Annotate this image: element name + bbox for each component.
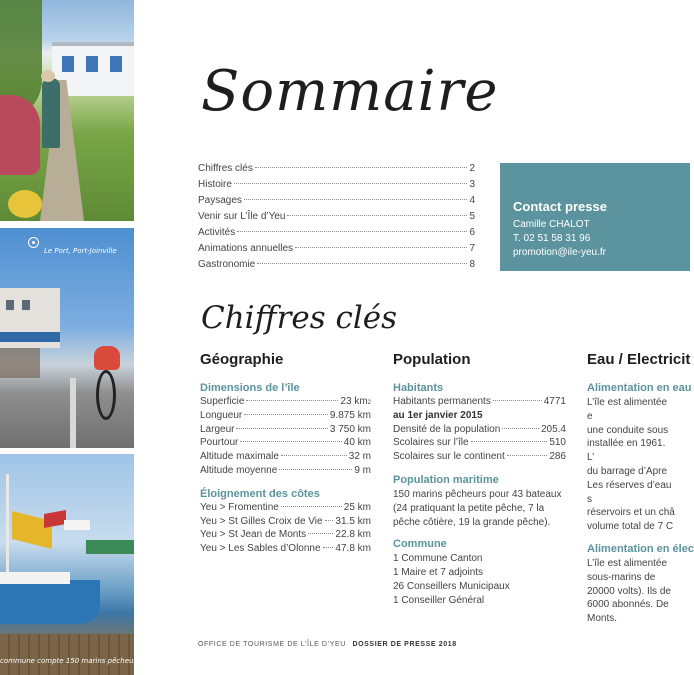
contact-title: Contact presse bbox=[513, 199, 607, 214]
text-line: volume total de 7 C bbox=[587, 521, 674, 533]
data-row: Habitants permanents 4771 bbox=[393, 396, 566, 407]
text-line: 6000 abonnés. De bbox=[587, 599, 669, 611]
toc-item[interactable]: Venir sur L’Île d’Yeu 5 bbox=[198, 211, 475, 222]
alimentation-eau-heading: Alimentation en eau bbox=[587, 382, 692, 394]
contact-box bbox=[500, 163, 690, 271]
data-row: Yeu > St Jean de Monts 22.8 km bbox=[200, 529, 371, 541]
toc-item[interactable]: Paysages 4 bbox=[198, 195, 475, 206]
eau-electricite-column bbox=[587, 350, 694, 626]
photo-strip bbox=[0, 0, 140, 675]
data-row: Altitude moyenne 9 m bbox=[200, 464, 371, 476]
text-line: 150 marins pêcheurs pour 43 bateaux bbox=[393, 488, 562, 500]
contact-phone[interactable]: T. 02 51 58 31 96 bbox=[513, 233, 591, 244]
photo-caption: Le Port, Port-Joinville bbox=[44, 247, 117, 255]
data-row: Yeu > Les Sables d’Olonne 47.8 km bbox=[200, 543, 371, 555]
toc-item[interactable]: Gastronomie 8 bbox=[198, 259, 475, 270]
photo-harbour-boats bbox=[0, 454, 140, 675]
text-line: 1 Conseiller Général bbox=[393, 594, 485, 606]
data-row: Largeur 3 750 km bbox=[200, 423, 371, 435]
photo-port-street bbox=[0, 228, 134, 448]
population-column bbox=[393, 350, 566, 608]
photo-house-path bbox=[0, 0, 134, 221]
text-line: sous-marins de bbox=[587, 571, 656, 583]
section-title: Chiffres clés bbox=[201, 300, 398, 336]
data-row: Densité de la population 205.4 bbox=[393, 423, 566, 435]
data-row: Pourtour 40 km bbox=[200, 437, 371, 449]
toc-item[interactable]: Histoire 3 bbox=[198, 179, 475, 190]
toc-item[interactable]: Activités 6 bbox=[198, 227, 475, 238]
text-line: 1 Maire et 7 adjoints bbox=[393, 567, 484, 579]
text-line: du barrage d’Apre bbox=[587, 465, 668, 477]
contact-name: Camille CHALOT bbox=[513, 219, 590, 230]
text-line: 26 Conseillers Municipaux bbox=[393, 580, 510, 592]
data-row: Scolaires sur le continent 286 bbox=[393, 451, 566, 463]
text-line: L’île est alimentée e bbox=[587, 397, 668, 422]
location-target-icon bbox=[28, 237, 39, 248]
footer-document: DOSSIER DE PRESSE 2018 bbox=[352, 641, 457, 648]
habitants-heading: Habitants bbox=[393, 382, 444, 394]
main-content bbox=[135, 0, 694, 675]
data-row: Superficie 23 km 2 bbox=[200, 396, 371, 407]
data-row: Yeu > St Gilles Croix de Vie 31.5 km bbox=[200, 515, 371, 527]
text-line: L’île est alimentée bbox=[587, 557, 668, 569]
page-footer bbox=[198, 641, 457, 648]
text-line: Les réserves d’eau s bbox=[587, 479, 672, 505]
photo-caption: commune compte 150 marins pêcheurs bbox=[0, 657, 140, 665]
contact-email[interactable]: promotion@ile-yeu.fr bbox=[513, 247, 606, 258]
date-line: au 1er janvier 2015 bbox=[393, 409, 483, 421]
geographie-heading: Géographie bbox=[200, 351, 284, 368]
geographie-column bbox=[200, 350, 371, 557]
data-row: Altitude maximale 32 m bbox=[200, 451, 371, 463]
footer-office: OFFICE DE TOURISME DE L’ÎLE D’YEU bbox=[198, 641, 346, 648]
text-line: installée en 1961. L’ bbox=[587, 438, 666, 464]
alimentation-elec-heading: Alimentation en élec bbox=[587, 542, 694, 555]
population-heading: Population bbox=[393, 351, 471, 368]
commune-heading: Commune bbox=[393, 538, 447, 551]
text-line: pêche côtière, 19 la grande pêche). bbox=[393, 516, 551, 528]
eloignement-heading: Éloignement des côtes bbox=[200, 487, 320, 500]
text-line: Monts. bbox=[587, 613, 618, 625]
dimensions-heading: Dimensions de l’île bbox=[200, 382, 300, 394]
text-line: 20000 volts). Ils de bbox=[587, 585, 671, 597]
text-line: 1 Commune Canton bbox=[393, 553, 483, 565]
data-row: Yeu > Fromentine 25 km bbox=[200, 501, 371, 513]
eau-heading: Eau / Electricit bbox=[587, 351, 691, 368]
data-row: Scolaires sur l’île 510 bbox=[393, 437, 566, 449]
data-row: Longueur 9.875 km bbox=[200, 409, 371, 421]
toc-item[interactable]: Chiffres clés 2 bbox=[198, 163, 475, 174]
table-of-contents bbox=[198, 163, 475, 275]
maritime-heading: Population maritime bbox=[393, 473, 499, 486]
text-line: une conduite sous bbox=[587, 424, 669, 436]
text-line: (24 pratiquant la petite pêche, 7 la bbox=[393, 502, 545, 514]
page-title: Sommaire bbox=[201, 59, 499, 124]
text-line: réservoirs et un châ bbox=[587, 507, 675, 519]
toc-item[interactable]: Animations annuelles 7 bbox=[198, 243, 475, 254]
